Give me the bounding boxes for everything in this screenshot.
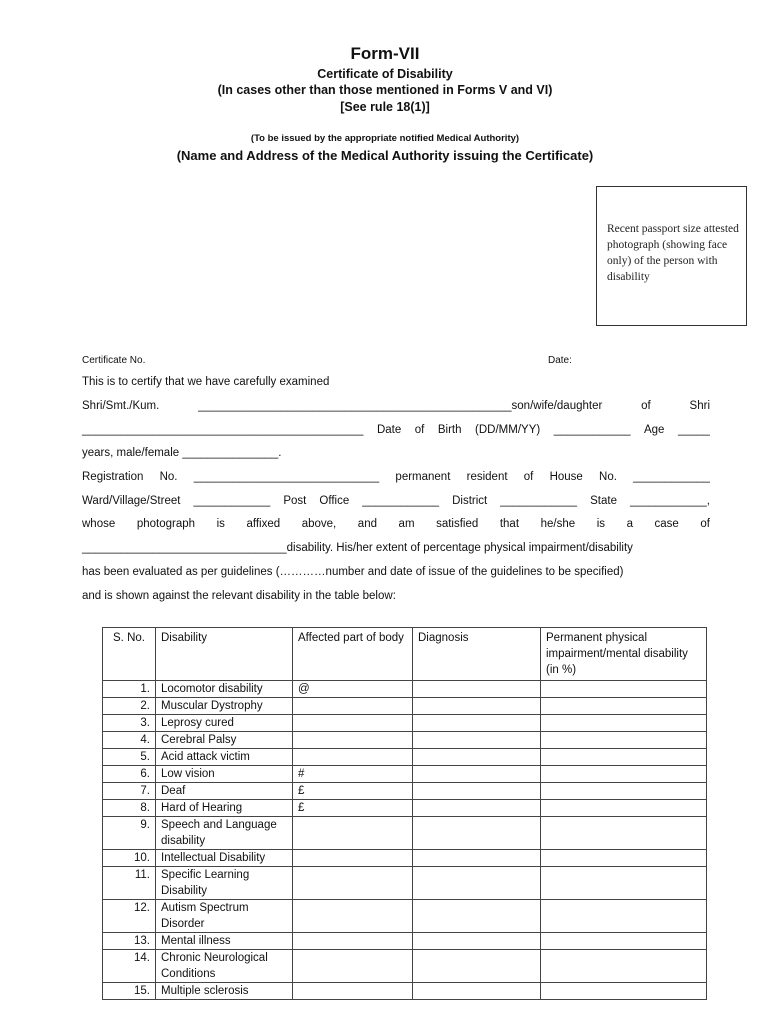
word: Shri	[689, 400, 710, 412]
header-impairment: Permanent physical impairment/mental disability (in %)	[541, 628, 707, 681]
row-number: 13.	[103, 933, 156, 950]
row-impairment-percent[interactable]	[541, 850, 707, 867]
row-impairment-percent[interactable]	[541, 800, 707, 817]
word: is	[216, 518, 225, 530]
table-row	[103, 900, 707, 933]
parent-name-blank[interactable]: ____________________________________________	[82, 424, 364, 436]
row-disability: Speech and Language disability	[156, 817, 293, 850]
row-number: 4.	[103, 732, 156, 749]
row-number: 10.	[103, 850, 156, 867]
row-affected-part[interactable]	[293, 950, 413, 983]
table-row	[103, 950, 707, 983]
row-number: 6.	[103, 766, 156, 783]
row-impairment-percent[interactable]	[541, 817, 707, 850]
row-number: 9.	[103, 817, 156, 850]
word: above,	[301, 518, 337, 530]
row-disability: Multiple sclerosis	[156, 983, 293, 1000]
row-number: 11.	[103, 867, 156, 900]
row-affected-part[interactable]	[293, 715, 413, 732]
form-title: Form-VII	[350, 44, 420, 63]
word: Office	[319, 495, 350, 507]
row-diagnosis[interactable]	[413, 749, 541, 766]
ward-blank[interactable]: ____________	[193, 495, 271, 507]
post-office-blank[interactable]: ____________	[362, 495, 440, 507]
row-affected-part[interactable]: £	[293, 800, 413, 817]
table-row	[103, 933, 707, 950]
table-row	[103, 715, 707, 732]
table-row	[103, 817, 707, 850]
body-line-9: has been evaluated as per guidelines (…………number and date of issue of the guidelines to be specified)	[82, 566, 624, 578]
word: (DD/MM/YY)	[475, 424, 541, 436]
word: No.	[599, 471, 617, 483]
word: Age	[643, 424, 665, 436]
row-impairment-percent[interactable]	[541, 867, 707, 900]
row-disability: Low vision	[156, 766, 293, 783]
row-disability: Chronic Neurological Conditions	[156, 950, 293, 983]
row-impairment-percent[interactable]	[541, 681, 707, 698]
table-row	[103, 766, 707, 783]
word: Post	[283, 495, 307, 507]
house-no-blank[interactable]: ____________	[633, 471, 710, 483]
row-impairment-percent[interactable]	[541, 698, 707, 715]
row-disability: Autism Spectrum Disorder	[156, 900, 293, 933]
disability-table	[102, 627, 707, 1000]
row-disability: Deaf	[156, 783, 293, 800]
row-disability: Intellectual Disability	[156, 850, 293, 867]
table-row	[103, 850, 707, 867]
body-line-10: and is shown against the relevant disability in the table below:	[82, 590, 396, 602]
row-affected-part[interactable]: #	[293, 766, 413, 783]
row-affected-part[interactable]	[293, 749, 413, 766]
registration-blank[interactable]: _____________________________	[193, 471, 380, 483]
body-line-8: ________________________________disability. His/her extent of percentage physical impairment/disability	[82, 542, 633, 554]
issued-note: (To be issued by the appropriate notified Medical Authority)	[250, 133, 520, 144]
row-affected-part[interactable]	[293, 850, 413, 867]
name-blank[interactable]: _________________________________________________son/wife/daughter	[198, 400, 603, 412]
table-row	[103, 749, 707, 766]
row-affected-part[interactable]	[293, 933, 413, 950]
row-number: 15.	[103, 983, 156, 1000]
row-disability: Hard of Hearing	[156, 800, 293, 817]
row-affected-part[interactable]: @	[293, 681, 413, 698]
row-impairment-percent[interactable]	[541, 950, 707, 983]
row-diagnosis[interactable]	[413, 950, 541, 983]
row-affected-part[interactable]	[293, 698, 413, 715]
body-line-2	[82, 400, 710, 412]
row-impairment-percent[interactable]	[541, 900, 707, 933]
row-number: 8.	[103, 800, 156, 817]
word: State	[590, 495, 617, 507]
header-affected-part: Affected part of body	[293, 628, 413, 681]
row-number: 14.	[103, 950, 156, 983]
row-diagnosis[interactable]	[413, 800, 541, 817]
word: No.	[159, 471, 178, 483]
row-impairment-percent[interactable]	[541, 783, 707, 800]
word: of	[641, 400, 651, 412]
row-affected-part[interactable]	[293, 983, 413, 1000]
age-blank[interactable]: _____	[677, 424, 710, 436]
photo-instructions: Recent passport size attested photograph (showing face only) of the person with disability	[607, 223, 739, 283]
row-affected-part[interactable]	[293, 867, 413, 900]
table-row	[103, 983, 707, 1000]
table-row	[103, 783, 707, 800]
row-number: 2.	[103, 698, 156, 715]
row-diagnosis[interactable]	[413, 867, 541, 900]
row-number: 1.	[103, 681, 156, 698]
word: of	[414, 424, 425, 436]
word: he/she	[540, 518, 576, 530]
table-row	[103, 698, 707, 715]
word: a	[626, 518, 633, 530]
header-diagnosis: Diagnosis	[413, 628, 541, 681]
word: of	[523, 471, 534, 483]
row-impairment-percent[interactable]	[541, 983, 707, 1000]
row-diagnosis[interactable]	[413, 933, 541, 950]
word: that	[499, 518, 520, 530]
row-diagnosis[interactable]	[413, 715, 541, 732]
row-disability: Muscular Dystrophy	[156, 698, 293, 715]
word: and	[357, 518, 377, 530]
row-impairment-percent[interactable]	[541, 715, 707, 732]
word: Registration	[82, 471, 144, 483]
word: Birth	[437, 424, 462, 436]
body-line-6	[82, 495, 710, 507]
table-header-row	[103, 628, 707, 681]
row-disability: Mental illness	[156, 933, 293, 950]
row-diagnosis[interactable]	[413, 850, 541, 867]
row-diagnosis[interactable]	[413, 766, 541, 783]
row-impairment-percent[interactable]	[541, 732, 707, 749]
row-affected-part[interactable]	[293, 732, 413, 749]
row-diagnosis[interactable]	[413, 681, 541, 698]
row-diagnosis[interactable]	[413, 900, 541, 933]
word: permanent	[395, 471, 451, 483]
row-disability: Locomotor disability	[156, 681, 293, 698]
header-sno: S. No.	[103, 628, 156, 681]
table-row	[103, 867, 707, 900]
authority-heading: (Name and Address of the Medical Authority issuing the Certificate)	[176, 148, 594, 163]
word: of	[700, 518, 710, 530]
table-row	[103, 681, 707, 698]
certificate-title: Certificate of Disability	[317, 67, 453, 81]
body-line-5	[82, 471, 710, 483]
word: Date	[376, 424, 402, 436]
rule-reference: [See rule 18(1)]	[340, 100, 430, 114]
row-affected-part[interactable]	[293, 817, 413, 850]
date-label: Date:	[548, 355, 572, 366]
body-line-3	[82, 424, 710, 436]
row-disability: Specific Learning Disability	[156, 867, 293, 900]
word: case	[654, 518, 679, 530]
body-line-1: This is to certify that we have carefully examined	[82, 376, 330, 388]
row-diagnosis[interactable]	[413, 983, 541, 1000]
header-disability: Disability	[156, 628, 293, 681]
word: whose	[82, 518, 116, 530]
row-affected-part[interactable]	[293, 900, 413, 933]
word: photograph	[136, 518, 196, 530]
row-affected-part[interactable]: £	[293, 783, 413, 800]
certificate-no-label: Certificate No.	[82, 355, 146, 366]
row-diagnosis[interactable]	[413, 698, 541, 715]
row-impairment-percent[interactable]	[541, 749, 707, 766]
row-number: 7.	[103, 783, 156, 800]
word: is	[596, 518, 605, 530]
row-number: 5.	[103, 749, 156, 766]
row-number: 12.	[103, 900, 156, 933]
row-impairment-percent[interactable]	[541, 766, 707, 783]
word: satisfied	[436, 518, 479, 530]
state-blank[interactable]: ____________,	[630, 495, 710, 507]
word: Shri/Smt./Kum.	[82, 400, 160, 412]
body-line-4: years, male/female _______________.	[82, 447, 282, 459]
dob-blank[interactable]: ____________	[553, 424, 631, 436]
body-line-7	[82, 518, 710, 530]
word: Ward/Village/Street	[82, 495, 181, 507]
row-diagnosis[interactable]	[413, 732, 541, 749]
row-disability: Acid attack victim	[156, 749, 293, 766]
row-number: 3.	[103, 715, 156, 732]
row-diagnosis[interactable]	[413, 783, 541, 800]
table-row	[103, 800, 707, 817]
row-diagnosis[interactable]	[413, 817, 541, 850]
photo-box[interactable]	[596, 186, 747, 326]
word: District	[452, 495, 488, 507]
table-row	[103, 732, 707, 749]
word: resident	[466, 471, 508, 483]
word: House	[549, 471, 583, 483]
word: affixed	[246, 518, 281, 530]
row-disability: Cerebral Palsy	[156, 732, 293, 749]
district-blank[interactable]: ____________	[500, 495, 578, 507]
cases-note: (In cases other than those mentioned in Forms V and VI)	[217, 83, 553, 97]
row-disability: Leprosy cured	[156, 715, 293, 732]
row-impairment-percent[interactable]	[541, 933, 707, 950]
word: am	[398, 518, 415, 530]
